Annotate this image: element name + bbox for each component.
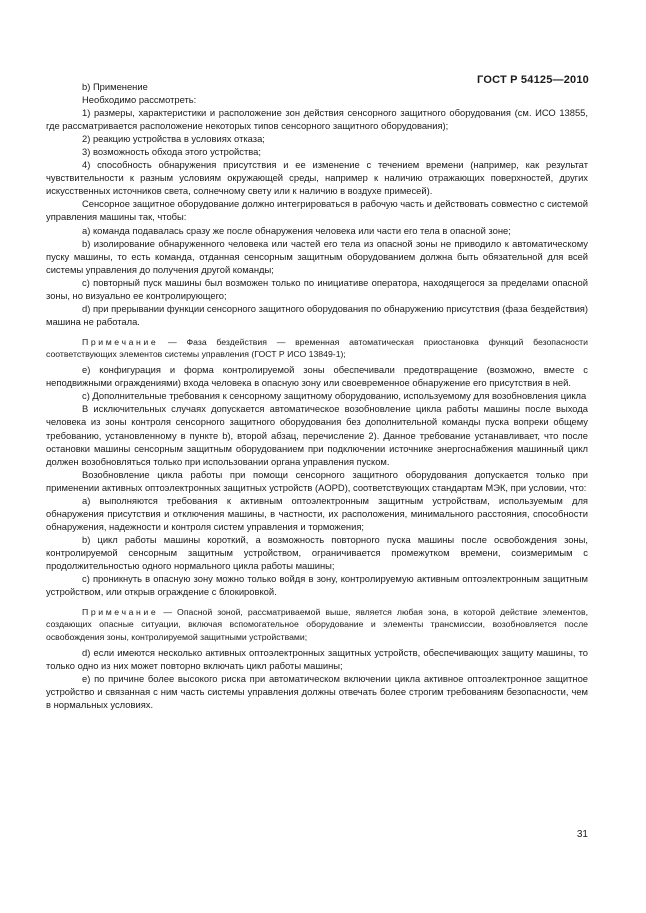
- body-paragraph: а) выполняются требования к активным оптоэлектронным защитным устройствам, используемым для обнаружения присутствия и отключения машины, в частности, их расположения, минимального расстояния, способности обнаружения, надежности и контроля систем управления и торможения;: [46, 494, 588, 532]
- body-paragraph: с) повторный пуск машины был возможен только по инициативе оператора, находящегося за пределами опасной зоны, но визуально ее контролирующего;: [46, 276, 588, 301]
- body-paragraph: е) конфигурация и форма контролируемой зоны обеспечивали предотвращение (возможно, вместе с неподвижными ограждениями) входа человека в опасную зону или своевременное обнаружение его присутствия в ней.: [46, 364, 588, 389]
- page-number: 31: [576, 829, 588, 840]
- body-paragraph: В исключительных случаях допускается автоматическое возобновление цикла работы машины после выхода человека из зоны контроля сенсорного защитного оборудования без дополнительной команды пуска вопреки общему требованию, установленному в пункте b), второй абзац, перечисление 2). Данное требование устанавливает, что после остановки машины сенсорным защитным оборудованием при подключении источнике энергоснабжения машинный цикл должен возобновляться только при использовании органа управления пуском.: [46, 403, 588, 467]
- note-text: — Опасной зоной, рассматриваемой выше, является любая зона, в которой действие элементов, создающих опасные ситуации, включая вспомогательное оборудование и элементы трансмиссии, возобновляется после освобождения зоны, контролируемой защитными устройствами;: [46, 607, 588, 642]
- body-paragraph: 3) возможность обхода этого устройства;: [82, 146, 261, 158]
- body-paragraph: с) проникнуть в опасную зону можно только войдя в зону, контролируемую активным оптоэлектронным защитным устройством, или открыв ограждение с блокировкой.: [46, 573, 588, 598]
- body-paragraph: b) Применение: [82, 81, 148, 92]
- document-body: [46, 80, 588, 711]
- body-paragraph: b) цикл работы машины короткий, а возможность повторного пуска машины после освобождения зоны, контролируемой сенсорным защитным устройством, ограничивается промежутком времени, соизмеримым с продолжительностью одного нормального цикла работы машины;: [46, 533, 588, 571]
- body-paragraph: b) изолирование обнаруженного человека или частей его тела из опасной зоны не приводило к автоматическому пуску машины, то есть команда, отданная сенсорным защитным оборудованием должна быть обязательной для всей системы управления до получения другой команды;: [46, 237, 588, 275]
- body-paragraph: Сенсорное защитное оборудование должно интегрироваться в рабочую часть и действовать совместно с системой управления машины так, чтобы:: [46, 198, 588, 223]
- body-paragraph: 1) размеры, характеристики и расположение зон действия сенсорного защитного оборудования (см. ИСО 13855, где рассматривается расположение некоторых типов сенсорного защитного оборудования);: [46, 107, 588, 132]
- body-paragraph: 2) реакцию устройства в условиях отказа;: [82, 133, 265, 145]
- note-paragraph: [46, 336, 588, 360]
- body-paragraph: d) при прерывании функции сенсорного защитного оборудования по обнаружению присутствия (фаза бездействия) машина не работала.: [46, 302, 588, 327]
- body-paragraph: 4) способность обнаружения присутствия и ее изменение с течением времени (например, как результат чувствительности к разным условиям окружающей среды, например к наличию отражающих поверхностей, других искусственных источников света, солнечному свету или к наличию в воздухе примесей).: [46, 159, 588, 197]
- note-label: Примечание: [82, 336, 159, 347]
- body-paragraph: е) по причине более высокого риска при автоматическом включении цикла активное оптоэлектронное защитное устройство и связанная с ним часть системы управления должны отвечать более строгим требованиям безопасности, чем в нормальных условиях.: [46, 672, 588, 710]
- note-text: — Фаза бездействия — временная автоматическая приостановка функций безопасности соответствующих элементов системы управления (ГОСТ Р ИСО 13849-1);: [46, 336, 588, 360]
- body-paragraph: Возобновление цикла работы при помощи сенсорного защитного оборудования допускается только при применении активных оптоэлектронных защитных устройств (AOPD), соответствующих стандартам МЭК, при условии, что:: [46, 468, 588, 493]
- standard-number: ГОСТ Р 54125—2010: [477, 74, 589, 86]
- note-label: Примечание: [82, 607, 159, 618]
- body-paragraph: а) команда подавалась сразу же после обнаружения человека или части его тела в опасной зоне;: [82, 224, 511, 236]
- body-paragraph: d) если имеются несколько активных оптоэлектронных защитных устройств, обеспечивающих защиту машины, то только одно из них может повторно включать цикл работы машины;: [46, 646, 588, 671]
- body-paragraph: Необходимо рассмотреть:: [82, 94, 197, 106]
- body-paragraph: с) Дополнительные требования к сенсорному защитному оборудованию, используемому для возобновления цикла: [82, 390, 587, 402]
- note-paragraph: [46, 606, 588, 643]
